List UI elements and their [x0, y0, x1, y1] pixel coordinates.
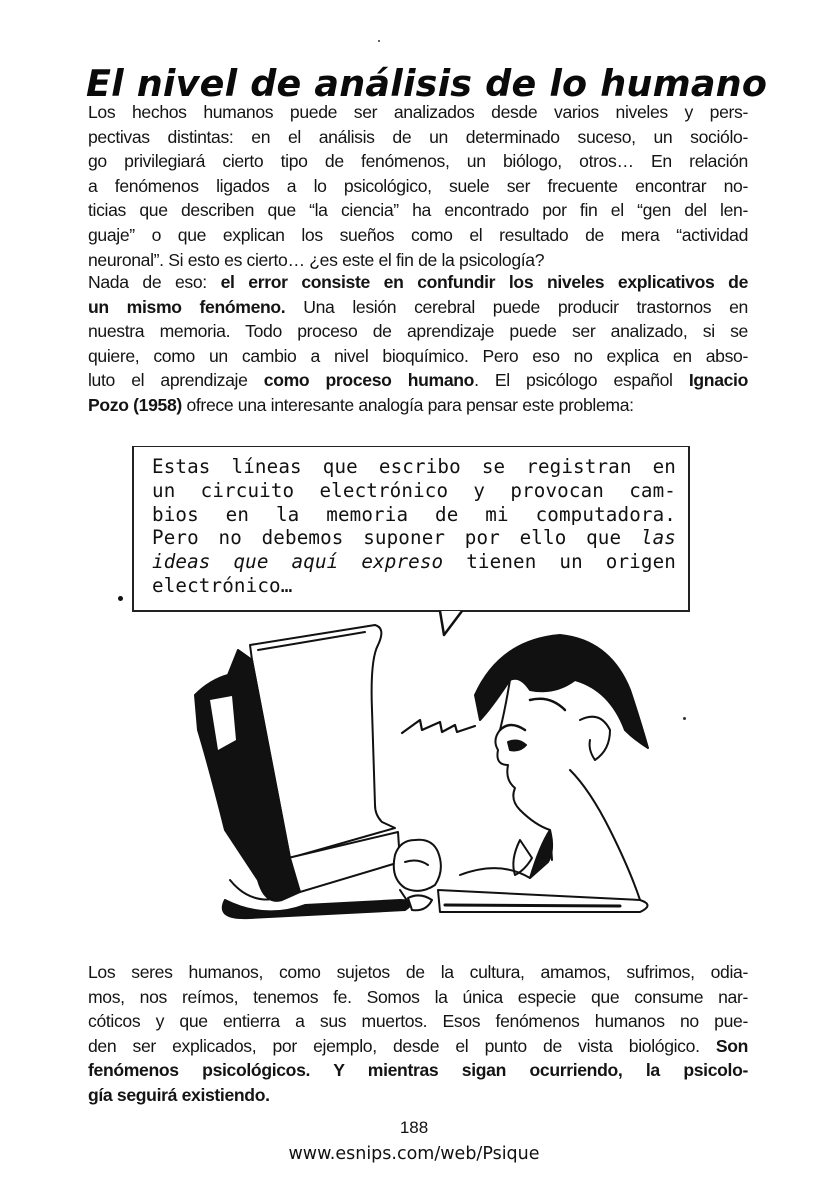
bold-text-run: gía seguirá existiendo.	[88, 1084, 270, 1105]
text-line: ticias que describen que “la ciencia” ha encontrado por fin el “gen del len-	[88, 200, 748, 221]
bold-text-run: como proceso humano	[263, 370, 475, 391]
text-line: mos, nos reímos, tenemos fe. Somos la única especie que consume nar-	[88, 986, 748, 1007]
text-run: den ser explicados, por ejemplo, desde el punto de vista biológico.	[88, 1035, 716, 1056]
speech-bubble	[132, 446, 690, 612]
text-line	[88, 1034, 748, 1059]
bold-text-run: fenómenos psicológicos. Y mientras sigan ocurriendo, la psicolo-	[88, 1060, 748, 1081]
text-run: luto el aprendizaje	[88, 370, 264, 391]
text-line	[88, 1058, 748, 1083]
text-line: neuronal”. Si esto es cierto… ¿es este el fin de la psicología?	[88, 249, 545, 270]
closing-paragraph	[88, 960, 748, 1108]
quote-line: bios en la memoria de mi computadora.	[152, 502, 676, 526]
text-line: guaje” o que explican los sueños como el resultado de mera “actividad	[88, 224, 748, 245]
bold-text-run: Ignacio	[688, 370, 748, 391]
text-line	[88, 368, 748, 393]
italic-text-run: ideas que aquí expreso	[152, 550, 444, 574]
print-speck	[683, 717, 686, 720]
quote-line: un circuito electrónico y provocan cam-	[152, 478, 676, 502]
bold-text-run: Son	[715, 1035, 748, 1056]
explanation-paragraph	[88, 270, 748, 418]
text-line: Los hechos humanos puede ser analizados desde varios niveles y pers-	[88, 102, 748, 122]
bold-text-run: Pozo (1958)	[88, 394, 182, 415]
text-line	[88, 270, 748, 295]
text-line: cóticos y que entierra a sus muertos. Esos fenómenos humanos no pue-	[88, 1011, 748, 1032]
footer-url: www.esnips.com/web/Psique	[288, 1144, 540, 1164]
page-title: El nivel de análisis de lo humano	[86, 62, 768, 106]
intro-paragraph	[88, 100, 748, 272]
quote-line: Estas líneas que escribo se registran en	[152, 455, 676, 478]
text-run: tienen un origen	[443, 550, 676, 574]
bullet-dot-icon	[118, 596, 123, 601]
bold-text-run: el error consiste en confundir los niveles explicativos de	[220, 272, 749, 292]
text-line: Los seres humanos, como sujetos de la cultura, amamos, sufrimos, odia-	[88, 962, 748, 982]
italic-text-run: las	[640, 526, 676, 550]
page-number: 188	[399, 1118, 429, 1137]
text-line	[88, 295, 748, 320]
quote-line	[152, 550, 676, 574]
cartoon-man-computer-illustration	[170, 600, 710, 940]
text-run: ofrece una interesante analogía para pensar este problema:	[181, 394, 634, 415]
quote-line	[152, 526, 676, 550]
text-line	[88, 1083, 748, 1108]
text-line: quiere, como un cambio a nivel bioquímico. Pero eso no explica en abso-	[88, 345, 748, 366]
text-run: Pero no debemos suponer por ello que	[152, 526, 641, 550]
text-run: Nada de eso:	[88, 272, 221, 292]
print-speck	[378, 40, 380, 42]
text-line	[88, 393, 748, 418]
text-run: Una lesión cerebral puede producir trastornos en	[285, 296, 748, 317]
quote-line: electrónico…	[152, 573, 293, 597]
quote-text	[152, 455, 676, 598]
text-line: pectivas distintas: en el análisis de un determinado suceso, un sociólo-	[88, 126, 748, 147]
bold-text-run: un mismo fenómeno.	[88, 296, 286, 317]
text-run: . El psicólogo español	[474, 370, 689, 391]
text-line: a fenómenos ligados a lo psicológico, suele ser frecuente encontrar no-	[88, 175, 748, 196]
text-line: nuestra memoria. Todo proceso de aprendizaje puede ser analizado, si se	[88, 321, 748, 342]
text-line: go privilegiará cierto tipo de fenómenos, un biólogo, otros… En relación	[88, 151, 748, 172]
